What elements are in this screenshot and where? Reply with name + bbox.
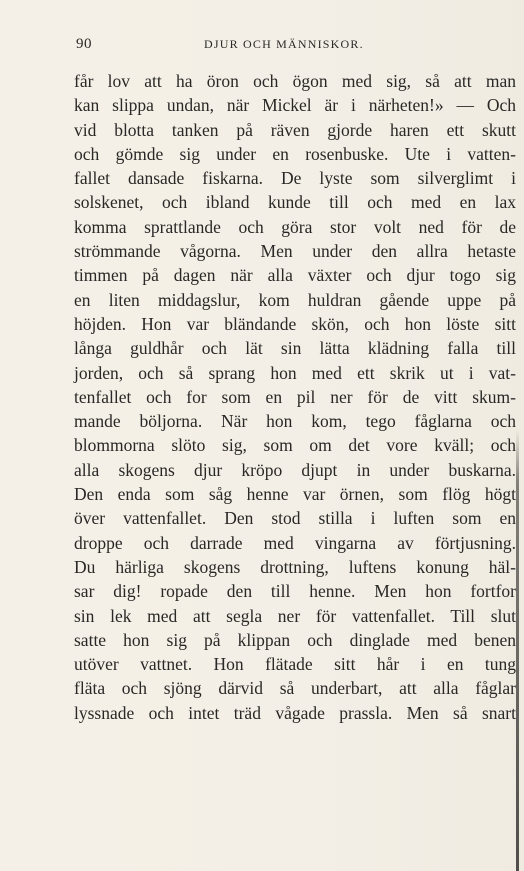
text-line: över vattenfallet. Den stod stilla i luften som en [74, 508, 516, 529]
page-header [76, 36, 512, 60]
page-number: 90 [76, 36, 92, 52]
text-line: jorden, och så sprang hon med ett skrik ut i vat- [74, 362, 516, 383]
text-line: Den enda som såg henne var örnen, som flög högt [74, 484, 516, 505]
text-line: kan slippa undan, när Mickel är i närheten!» — Och [74, 95, 516, 116]
page-edge-shadow [516, 430, 519, 871]
text-line: långa guldhår och lät sin lätta klädning falla till [74, 338, 516, 359]
text-line: och gömde sig under en rosenbuske. Ute i vatten- [74, 143, 516, 164]
text-line: alla skogens djur kröpo djupt in under buskarna. [74, 459, 516, 480]
text-line: fallet dansade fiskarna. De lyste som silverglimt i [74, 168, 516, 189]
body-text [74, 69, 516, 725]
text-line: sin lek med att segla ner för vattenfallet. Till slut [74, 605, 516, 626]
text-line: mande böljorna. När hon kom, tego fåglarna och [74, 411, 516, 432]
text-line: strömmande vågorna. Men under den allra hetaste [74, 241, 516, 262]
text-line: satte hon sig på klippan och dinglade med benen [74, 629, 516, 650]
text-line: blommorna slöto sig, som om det vore kväll; och [74, 435, 516, 456]
text-line: utöver vattnet. Hon flätade sitt hår i en tung [74, 654, 516, 675]
text-line: vid blotta tanken på räven gjorde haren ett skutt [74, 119, 516, 140]
text-line: solskenet, och ibland kunde till och med en lax [74, 192, 516, 213]
text-line: Du härliga skogens drottning, luftens konung häl- [74, 556, 516, 577]
text-line: höjden. Hon var bländande skön, och hon löste sitt [74, 313, 516, 334]
text-line: lyssnade och intet träd vågade prassla. Men så snart [74, 702, 516, 723]
text-line: fläta och sjöng därvid så underbart, att alla fåglar [74, 678, 516, 699]
text-line: en liten middagslur, kom huldran gående uppe på [74, 289, 516, 310]
text-line: timmen på dagen när alla växter och djur togo sig [74, 265, 516, 286]
text-line: får lov att ha öron och ögon med sig, så att man [74, 71, 516, 91]
text-line: sar dig! ropade den till henne. Men hon fortfor [74, 581, 516, 602]
running-head: DJUR OCH MÄNNISKOR. [204, 37, 364, 51]
text-line: tenfallet och for som en pil ner för de vitt skum- [74, 386, 516, 407]
text-line: droppe och darrade med vingarna av förtjusning. [74, 532, 516, 553]
text-line: komma sprattlande och göra stor volt ned för de [74, 216, 516, 237]
